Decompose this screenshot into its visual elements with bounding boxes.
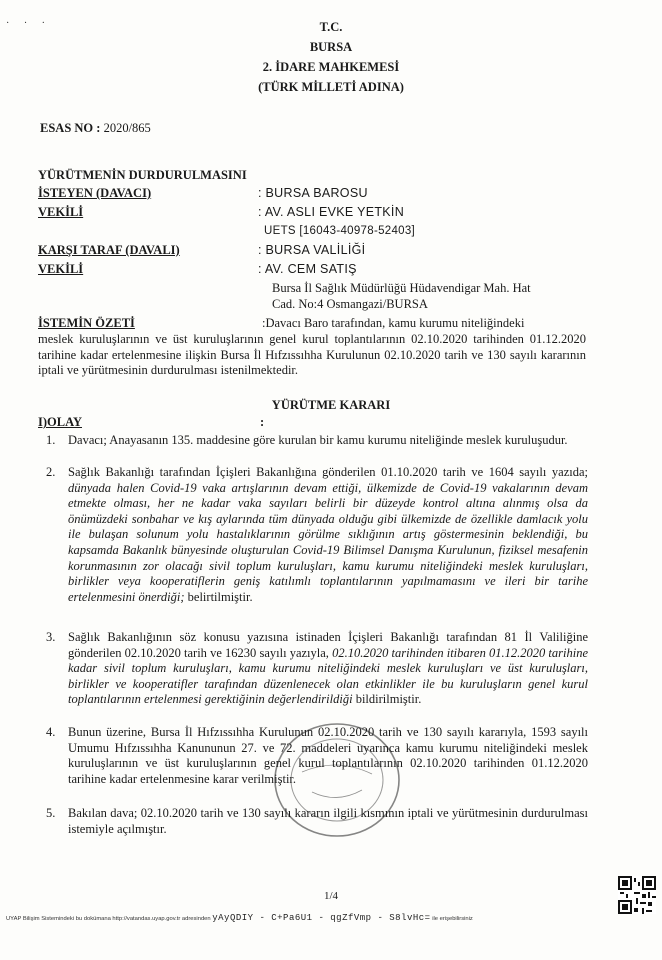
olay-label: I)OLAY [38, 415, 82, 429]
header-city: BURSA [309, 40, 353, 54]
list-item-text-italic: 02.10.2020 tarihinden itibaren 01.12.2020 tarihine kadar sivil toplum kuruluşları, kamu kurumu niteliğindeki meslek kuruluşları ve üst kuruluşları, birlikler ve kooperatifler tarafından düzenlenecek olan etkinlikler ile bu kuruluşların genel kurul toplantılarının ertelenmesi gerektiğinin değerlendirildiği [68, 645, 588, 707]
case-number-value: 2020/865 [103, 121, 151, 135]
request-label-2: İSTEYEN (DAVACI) [38, 186, 152, 200]
header-court: 2. İDARE MAHKEMESİ [262, 60, 400, 74]
list-item-text: Davacı; Anayasanın 135. maddesine göre kurulan bir kamu kurumu niteliğinde meslek kuruluşudur. [68, 433, 568, 447]
decision-title: YÜRÜTME KARARI [271, 398, 391, 412]
list-item [46, 630, 588, 708]
defendant-label: KARŞI TARAF (DAVALI) [38, 243, 180, 257]
case-number [40, 121, 151, 136]
list-item-text: Bakılan dava; 02.10.2020 tarih ve 130 sayılı kararın ilgili kısmının iptali ve yürütmesinin durdurulması istemiyle açılmıştır. [68, 806, 588, 836]
list-item-text-plain: Sağlık Bakanlığı tarafından İçişleri Bakanlığına gönderilen 01.10.2020 tarih ve 1604 sayılı yazıda; [68, 465, 588, 479]
list-item-text [68, 465, 588, 605]
list-item [46, 465, 588, 605]
request-label-1: YÜRÜTMENİN DURDURULMASINI [38, 168, 247, 182]
defendant-address-2: Cad. No:4 Osmangazi/BURSA [272, 297, 428, 311]
header-nation: (TÜRK MİLLETİ ADINA) [258, 80, 404, 94]
defendant-attorney: : AV. CEM SATIŞ [258, 262, 357, 276]
summary-label: İSTEMİN ÖZETİ [38, 316, 135, 330]
list-item-number: 1. [46, 433, 56, 447]
footer-verification [6, 913, 606, 923]
list-item-text-italic: dünyada halen Covid-19 vaka artışlarının devam ettiği, ülkemizde de Covid-19 vakalarının devam etmekte olması, her ne kadar vaka sayıları belirli bir düzeyde kontrol altına alınmış olsa da önümüzdeki sonbahar ve kış aylarında tüm dünyada olduğu gibi ülkemizde de özellikle damlacık yolu ile bulaşan solunum yolu hastalıklarının görülme sıklığının artış göstermesinin beklendiği, bu kapsamda Bakanlık bünyesinde oluşturulan Covid-19 Bilimsel Danışma Kurulunun, fiziksel mesafenin korunmasının zor olacağı sivil toplum kuruluşları, kamu kurumu niteliğindeki meslek kuruluşları, birlikler veya kooperatiflerin geniş katılımlı toplantılarının yapılmamasını ve ileri bir tarihe ertelenmesini önerdiği; [68, 480, 588, 604]
page-number: 1/4 [323, 890, 339, 902]
list-item-text-plain: belirtilmiştir. [184, 589, 253, 604]
list-item-number: 5. [46, 806, 56, 820]
defendant-address-1: Bursa İl Sağlık Müdürlüğü Hüdavendigar Mah. Hat [272, 281, 531, 295]
qr-code-icon [618, 876, 656, 914]
summary-first-line: :Davacı Baro tarafından, kamu kurumu niteliğindeki [262, 316, 525, 330]
list-item [46, 433, 588, 449]
footer-right-text: ile erişebilirsiniz [432, 916, 473, 922]
header-tc: T.C. [319, 20, 343, 34]
footer-left-text: UYAP Bilişim Sistemindeki bu dokümana http://vatandas.uyap.gov.tr adresinden [6, 916, 211, 922]
plaintiff-attorney-uets: UETS [16043-40978-52403] [264, 225, 416, 237]
summary-text: meslek kuruluşlarının ve üst kuruluşlarının genel kurul toplantılarının 02.10.2020 tarihinden 01.12.2020 tarihine kadar ertelenmesine ilişkin Bursa İl Hıfzıssıhha Kurulunun 02.10.2020 tarih ve 130 sayılı kararının iptali ve yürütmesinin durdurulması istenilmektedir. [38, 332, 586, 378]
list-item-text-plain: Sağlık Bakanlığının söz konusu yazısına istinaden İçişleri Bakanlığı tarafından 81 İl Valiliğine gönderilen 02.10.2020 tarih ve 16230 sayılı yazıyla, [68, 630, 588, 660]
list-item-number: 4. [46, 725, 56, 739]
olay-colon: : [260, 415, 265, 429]
case-number-label: ESAS NO : [40, 121, 101, 135]
plaintiff-name: : BURSA BAROSU [258, 186, 368, 200]
footer-verification-code: yAyQDIY - C+Pa6U1 - qgZfVmp - S8lvHc= [212, 913, 431, 923]
list-item-text-plain: bildirilmiştir. [352, 692, 422, 707]
scan-specks: · · · [6, 18, 51, 29]
list-item-text [68, 630, 588, 708]
court-seal-stamp [262, 712, 412, 842]
list-item-number: 3. [46, 630, 56, 644]
list-item-text: Bunun üzerine, Bursa İl Hıfzıssıhha Kurulunun 02.10.2020 tarih ve 130 sayılı kararıyla, 1593 sayılı Umumu Hıfzıssıhha Kanununun 27. ve 72. maddeleri uyarınca kamu kurumu niteliğindeki meslek kuruluşlarının ve üst kuruluşlarının genel kurul toplantılarının 02.10.2020 tarihinden 01.12.2020 tarihine kadar ertelenmesine karar verilmiştir. [68, 725, 588, 786]
list-item-number: 2. [46, 465, 56, 479]
defendant-vekil-label: VEKİLİ [38, 262, 84, 276]
defendant-name: : BURSA VALİLİĞİ [258, 243, 366, 257]
plaintiff-vekil-label: VEKİLİ [38, 205, 84, 219]
plaintiff-attorney: : AV. ASLI EVKE YETKİN [258, 205, 405, 219]
